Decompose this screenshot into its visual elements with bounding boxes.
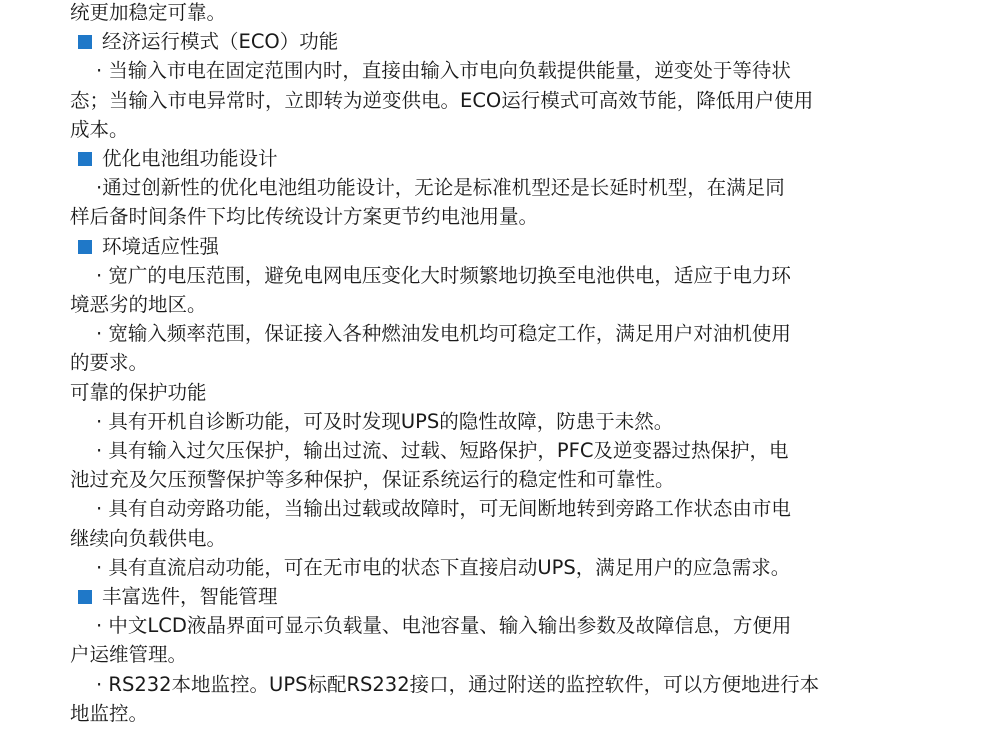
line-text: · 具有直流启动功能，可在无市电的状态下直接启动UPS，满足用户的应急需求。 bbox=[96, 555, 791, 579]
line-text: 的要求。 bbox=[70, 351, 149, 375]
paragraph-line bbox=[0, 640, 990, 669]
bullet-item-line bbox=[0, 436, 990, 465]
square-bullet-icon bbox=[78, 35, 92, 49]
paragraph-line bbox=[0, 465, 990, 494]
bullet-item-line bbox=[0, 553, 990, 582]
paragraph-line bbox=[0, 86, 990, 115]
paragraph-line bbox=[0, 0, 990, 27]
line-text: 成本。 bbox=[70, 117, 129, 141]
paragraph-line bbox=[0, 524, 990, 553]
line-text: 可靠的保护功能 bbox=[70, 380, 207, 404]
line-text: 环境适应性强 bbox=[102, 234, 220, 258]
line-text: · 当输入市电在固定范围内时，直接由输入市电向负载提供能量，逆变处于等待状 bbox=[96, 59, 791, 83]
line-text: 继续向负载供电。 bbox=[70, 526, 227, 550]
line-text: 丰富选件，智能管理 bbox=[102, 585, 278, 608]
bullet-item-line bbox=[0, 173, 990, 202]
bullet-item-line bbox=[0, 611, 990, 640]
line-text: · 具有开机自诊断功能，可及时发现UPS的隐性故障，防患于未然。 bbox=[96, 409, 674, 433]
bullet-item-line bbox=[0, 670, 990, 699]
section-heading bbox=[0, 378, 990, 407]
line-text: 户运维管理。 bbox=[70, 643, 188, 667]
section-heading bbox=[0, 232, 990, 261]
line-text: · 具有自动旁路功能，当输出过载或故障时，可无间断地转到旁路工作状态由市电 bbox=[96, 497, 791, 521]
paragraph-line bbox=[0, 699, 990, 728]
square-bullet-icon bbox=[78, 152, 92, 166]
section-heading bbox=[0, 582, 990, 611]
square-bullet-icon bbox=[78, 240, 92, 254]
line-text: 样后备时间条件下均比传统设计方案更节约电池用量。 bbox=[70, 205, 539, 229]
line-text: ·通过创新性的优化电池组功能设计，无论是标准机型还是长延时机型，在满足同 bbox=[96, 176, 785, 200]
line-text: 统更加稳定可靠。 bbox=[70, 1, 227, 24]
line-text: · 宽广的电压范围，避免电网电压变化大时频繁地切换至电池供电，适应于电力环 bbox=[96, 263, 791, 287]
section-heading bbox=[0, 27, 990, 56]
line-text: 经济运行模式（ECO）功能 bbox=[102, 30, 339, 54]
bullet-item-line bbox=[0, 261, 990, 290]
section-heading bbox=[0, 144, 990, 173]
line-text: · 宽输入频率范围，保证接入各种燃油发电机均可稳定工作，满足用户对油机使用 bbox=[96, 322, 791, 346]
line-text: 态；当输入市电异常时，立即转为逆变供电。ECO运行模式可高效节能，降低用户使用 bbox=[70, 88, 814, 112]
paragraph-line bbox=[0, 202, 990, 231]
bullet-item-line bbox=[0, 407, 990, 436]
paragraph-line bbox=[0, 348, 990, 377]
bullet-item-line bbox=[0, 494, 990, 523]
line-text: 池过充及欠压预警保护等多种保护，保证系统运行的稳定性和可靠性。 bbox=[70, 468, 675, 492]
line-text: · RS232本地监控。UPS标配RS232接口，通过附送的监控软件，可以方便地进行本 bbox=[96, 672, 820, 696]
line-text: · 具有输入过欠压保护，输出过流、过载、短路保护，PFC及逆变器过热保护，电 bbox=[96, 439, 789, 462]
line-text: 境恶劣的地区。 bbox=[70, 293, 207, 316]
bullet-item-line bbox=[0, 319, 990, 348]
line-text: 优化电池组功能设计 bbox=[102, 147, 278, 170]
bullet-item-line bbox=[0, 56, 990, 85]
paragraph-line bbox=[0, 115, 990, 144]
paragraph-line bbox=[0, 290, 990, 319]
square-bullet-icon bbox=[78, 590, 92, 604]
line-text: · 中文LCD液晶界面可显示负载量、电池容量、输入输出参数及故障信息，方便用 bbox=[96, 614, 792, 638]
line-text: 地监控。 bbox=[70, 701, 149, 725]
